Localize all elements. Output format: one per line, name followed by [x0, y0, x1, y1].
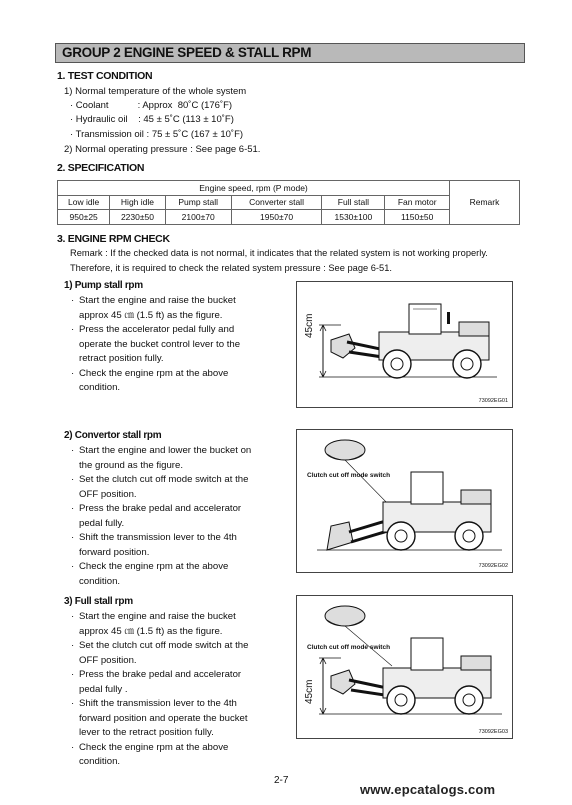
step-item — [71, 560, 284, 589]
step-item — [71, 697, 284, 741]
hydraulic-oil-temp: · Hydraulic oil : 45 ± 5˚C (113 ± 10˚F) — [70, 114, 234, 125]
step-line: Press the brake pedal and accelerator — [79, 503, 242, 514]
step-item — [71, 367, 284, 396]
step-line: Press the accelerator pedal fully and — [79, 324, 235, 335]
bullet: · — [71, 741, 75, 753]
pump-stall-title: 1) Pump stall rpm — [64, 280, 143, 291]
wheel-loader-raised-bucket-illustration — [297, 282, 514, 409]
step-line: Start the engine and raise the bucket — [79, 295, 236, 306]
clutch-switch-icon — [325, 606, 365, 626]
bullet: · — [71, 532, 75, 543]
bullet: · — [71, 561, 75, 572]
group-header — [55, 43, 525, 63]
step-item — [71, 741, 284, 770]
step-line: the ground as the figure. — [79, 459, 184, 471]
col-converter-stall: Converter stall — [231, 195, 322, 210]
specification-heading: 2. SPECIFICATION — [57, 162, 145, 174]
step-line: Check the engine rpm at the above — [79, 561, 229, 572]
step-line: forward position. — [79, 546, 150, 558]
figure-code: 73092EG02 — [478, 563, 508, 569]
bullet: · — [71, 445, 75, 456]
step-line: Start the engine and raise the bucket — [79, 611, 236, 622]
step-line: Shift the transmission lever to the 4th — [79, 698, 237, 709]
step-line: condition. — [79, 382, 121, 393]
step-line: pedal fully. — [79, 517, 125, 529]
bullet: · — [71, 503, 75, 514]
transmission-oil-temp: · Transmission oil : 75 ± 5˚C (167 ± 10˚F) — [70, 129, 244, 140]
converter-stall-title: 2) Convertor stall rpm — [64, 430, 162, 441]
step-item — [71, 294, 284, 323]
step-item — [71, 444, 284, 473]
rpm-check-heading: 3. ENGINE RPM CHECK — [57, 233, 170, 245]
temp-condition: 1) Normal temperature of the whole system — [64, 86, 247, 97]
step-item — [71, 610, 284, 639]
pressure-condition: 2) Normal operating pressure : See page 6-51. — [64, 144, 261, 155]
step-item — [71, 668, 284, 697]
watermark: www.epcatalogs.com — [360, 782, 496, 797]
step-line: Press the brake pedal and accelerator — [79, 669, 242, 680]
full-stall-figure — [296, 595, 513, 739]
bullet: · — [71, 698, 75, 709]
col-pump-stall: Pump stall — [165, 195, 231, 210]
step-line: approx 45 ㎝ (1.5 ft) as the figure. — [79, 625, 223, 637]
step-line: Start the engine and lower the bucket on — [79, 445, 252, 456]
val-pump-stall: 2100±70 — [165, 210, 231, 225]
step-item — [71, 639, 284, 668]
step-item — [71, 531, 284, 560]
converter-stall-figure — [296, 429, 513, 573]
val-converter-stall: 1950±70 — [231, 210, 322, 225]
step-item — [71, 473, 284, 502]
bullet: · — [71, 669, 75, 680]
test-condition-heading: 1. TEST CONDITION — [57, 70, 153, 82]
step-line: Set the clutch cut off mode switch at the — [79, 640, 249, 651]
val-high-idle: 2230±50 — [110, 210, 165, 225]
page-number: 2-7 — [274, 775, 289, 786]
step-item — [71, 323, 284, 367]
step-item — [71, 502, 284, 531]
step-line: retract position fully. — [79, 353, 164, 364]
engine-speed-header: Engine speed, rpm (P mode) — [58, 181, 450, 196]
figure-code: 73092EG03 — [478, 729, 508, 735]
col-high-idle: High idle — [110, 195, 165, 210]
val-low-idle: 950±25 — [58, 210, 110, 225]
coolant-temp: · Coolant : Approx 80˚C (176˚F) — [70, 100, 233, 111]
bullet: · — [71, 611, 75, 622]
remark-header: Remark — [450, 181, 520, 225]
step-line: Set the clutch cut off mode switch at the — [79, 474, 249, 485]
step-line: approx 45 ㎝ (1.5 ft) as the figure. — [79, 309, 223, 321]
step-line: forward position and operate the bucket — [79, 712, 248, 724]
wheel-loader-full-stall-illustration — [297, 596, 514, 740]
col-full-stall: Full stall — [322, 195, 385, 210]
col-fan-motor: Fan motor — [385, 195, 450, 210]
wheel-loader-lowered-bucket-illustration — [297, 430, 514, 574]
step-line: OFF position. — [79, 654, 137, 666]
group-title: GROUP 2 ENGINE SPEED & STALL RPM — [62, 45, 312, 60]
val-full-stall: 1530±100 — [322, 210, 385, 225]
step-line: OFF position. — [79, 488, 137, 500]
step-line: condition. — [79, 575, 121, 587]
col-low-idle: Low idle — [58, 195, 110, 210]
bullet: · — [71, 295, 75, 306]
remark-line-2: Therefore, it is required to check the related system pressure : See page 6-51. — [70, 263, 392, 273]
step-line: Check the engine rpm at the above — [79, 741, 229, 753]
clutch-switch-icon — [325, 440, 365, 460]
clutch-switch-label: Clutch cut off mode switch — [307, 472, 391, 479]
step-line: pedal fully . — [79, 683, 128, 695]
remark-line-1: Remark : If the checked data is not normal, it indicates that the related system is not working properly. — [70, 248, 488, 258]
height-dimension-label: 45cm — [304, 313, 315, 338]
figure-code: 73092EG01 — [478, 398, 508, 404]
pump-stall-figure — [296, 281, 513, 408]
step-line: Check the engine rpm at the above — [79, 367, 229, 379]
full-stall-title: 3) Full stall rpm — [64, 596, 133, 607]
step-line: lever to the retract position fully. — [79, 727, 214, 738]
clutch-switch-label: Clutch cut off mode switch — [307, 644, 391, 651]
step-line: Shift the transmission lever to the 4th — [79, 532, 237, 543]
bullet: · — [71, 367, 75, 379]
val-fan-motor: 1150±50 — [385, 210, 450, 225]
bullet: · — [71, 640, 75, 651]
bullet: · — [71, 474, 75, 485]
step-line: condition. — [79, 756, 121, 767]
height-dimension-label: 45cm — [304, 679, 315, 704]
bullet: · — [71, 324, 75, 335]
spec-table — [57, 180, 520, 225]
step-line: operate the bucket control lever to the — [79, 338, 241, 350]
